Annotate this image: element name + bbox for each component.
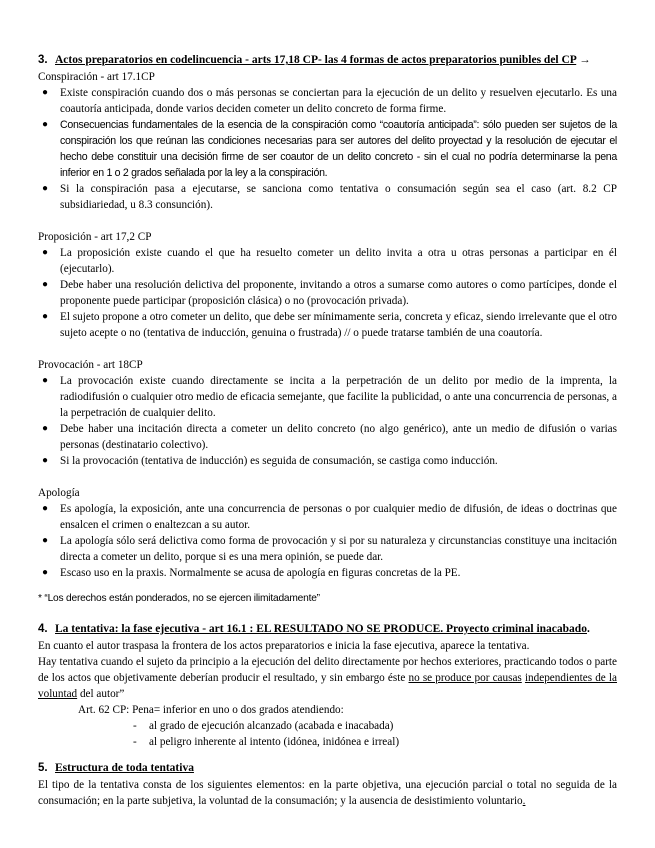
section-3-title: 3. Actos preparatorios en codelincuencia - arts 17,18 CP- las 4 formas de actos preparatorios punibles del CP → — [38, 54, 591, 66]
list-item: ● Escaso uso en la praxis. Normalmente se acusa de apología en figuras concretas de la PE. — [42, 567, 461, 579]
list-item: ● Debe haber una incitación directa a cometer un delito concreto (no algo genérico), ante un medio de difusión o varias personas (destinatario colectivo). — [42, 423, 617, 451]
list-item: ● Existe conspiración cuando dos o más personas se conciertan para la ejecución de un delito y resuelven ejecutarlo. Es una coautoría anticipada, donde varios deciden cometer un delito concreto de forma firme. — [42, 87, 617, 115]
section-5-title: 5. Estructura de toda tentativa — [38, 762, 194, 774]
bullet-icon: ● — [42, 311, 49, 322]
list-item: - al peligro inherente al intento (idónea, inidónea e irreal) — [133, 736, 400, 748]
bullet-icon: ● — [42, 375, 49, 386]
list-item: ● El sujeto propone a otro cometer un delito, que debe ser mínimamente seria, concreta y eficaz, siendo irrelevante que el otro sujeto acepte o no (tentativa de inducción, genuina o frustrada) // o puede tratarse también de una coautoría. — [42, 311, 617, 339]
list-item: ● La provocación existe cuando directamente se incita a la perpetración de un delito por medio de la imprenta, la radiodifusión o cualquier otro medio de eficacia semejante, que facilite la publicidad, o ante una concurrencia de personas, a la perpetración de cualquier delito. — [42, 375, 617, 419]
bullet-icon: ● — [42, 423, 49, 434]
bullet-icon: ● — [42, 503, 49, 514]
proposicion-heading: Proposición - art 17,2 CP — [38, 231, 152, 243]
section-4-title: 4. La tentativa: la fase ejecutiva - art 16.1 : EL RESULTADO NO SE PRODUCE. Proyecto criminal inacabado. — [38, 623, 590, 635]
list-item: ● La apología sólo será delictiva como forma de provocación y si por su naturaleza y circunstancias constituye una incitación directa a cometer un delito, porque si es una mera opinión, se puede dar. — [42, 535, 617, 563]
bullet-icon: ● — [42, 567, 49, 578]
apologia-heading: Apología — [38, 487, 80, 499]
bullet-icon: ● — [42, 119, 48, 130]
list-item: ● La proposición existe cuando el que ha resuelto cometer un delito invita a otra u otras personas a participar en él (ejecutarlo). — [42, 247, 617, 275]
list-item: ● Consecuencias fundamentales de la esencia de la conspiración como “coautoría anticipada”: sólo pueden ser sujetos de la conspiración los que reúnan las condiciones necesarias para ser autores del delito proyectad y la resolución de ejecutar el hecho debe constituir una decisión firme de ser coautor de un delito concreto - sin el cual no podría determinarse la pena inferior en 1 o 2 grados señalada por la ley a la conspiración. — [42, 119, 617, 179]
provocacion-heading: Provocación - art 18CP — [38, 359, 143, 371]
bullet-icon: ● — [42, 455, 49, 466]
provocacion-list — [38, 373, 617, 469]
paragraph: Hay tentativa cuando el sujeto da principio a la ejecución del delito directamente por hechos exteriores, practicando todos o parte de los actos que objetivamente deberían producir el resultado, y sin embargo éste no se produce por causas independientes de la voluntad del autor” — [38, 656, 618, 700]
article-line: Art. 62 CP: Pena= inferior en uno o dos grados atendiendo: — [78, 704, 344, 716]
list-item: ● Si la conspiración pasa a ejecutarse, se sanciona como tentativa o consumación según sea el caso (art. 8.2 CP subsidiariedad, u 8.3 consunción). — [42, 183, 617, 211]
list-item: ● Debe haber una resolución delictiva del proponente, invitando a otros a sumarse como autores o como partícipes, donde el proponente puede participar (proposición clásica) o no (provocación privada). — [42, 279, 617, 307]
conspiracion-list — [38, 85, 617, 213]
bullet-icon: ● — [42, 87, 49, 98]
bullet-icon: ● — [42, 535, 49, 546]
paragraph: En cuanto el autor traspasa la frontera de los actos preparatorios e inicia la fase ejecutiva, aparece la tentativa. — [38, 640, 530, 652]
footnote: * “Los derechos están ponderados, no se ejercen ilimitadamente” — [38, 593, 320, 604]
bullet-icon: ● — [42, 183, 49, 194]
dash-icon: - — [133, 720, 137, 732]
list-item: ● Es apología, la exposición, ante una concurrencia de personas o por cualquier medio de difusión, de ideas o doctrinas que ensalcen el crimen o enaltezcan a su autor. — [42, 503, 617, 531]
list-item: - al grado de ejecución alcanzado (acabada e inacabada) — [133, 720, 394, 732]
proposicion-list — [38, 245, 617, 341]
dash-icon: - — [133, 736, 137, 748]
apologia-list — [38, 501, 617, 581]
paragraph: El tipo de la tentativa consta de los siguientes elementos: en la parte objetiva, una ejecución parcial o total no seguida de la consumación; en la parte subjetiva, la voluntad de la consumación; y la ausencia de desistimiento voluntario. — [38, 779, 617, 807]
conspiracion-heading: Conspiración - art 17.1CP — [38, 71, 155, 83]
bullet-icon: ● — [42, 279, 49, 290]
list-item: ● Si la provocación (tentativa de inducción) es seguida de consumación, se castiga como inducción. — [42, 455, 498, 467]
bullet-icon: ● — [42, 247, 49, 258]
